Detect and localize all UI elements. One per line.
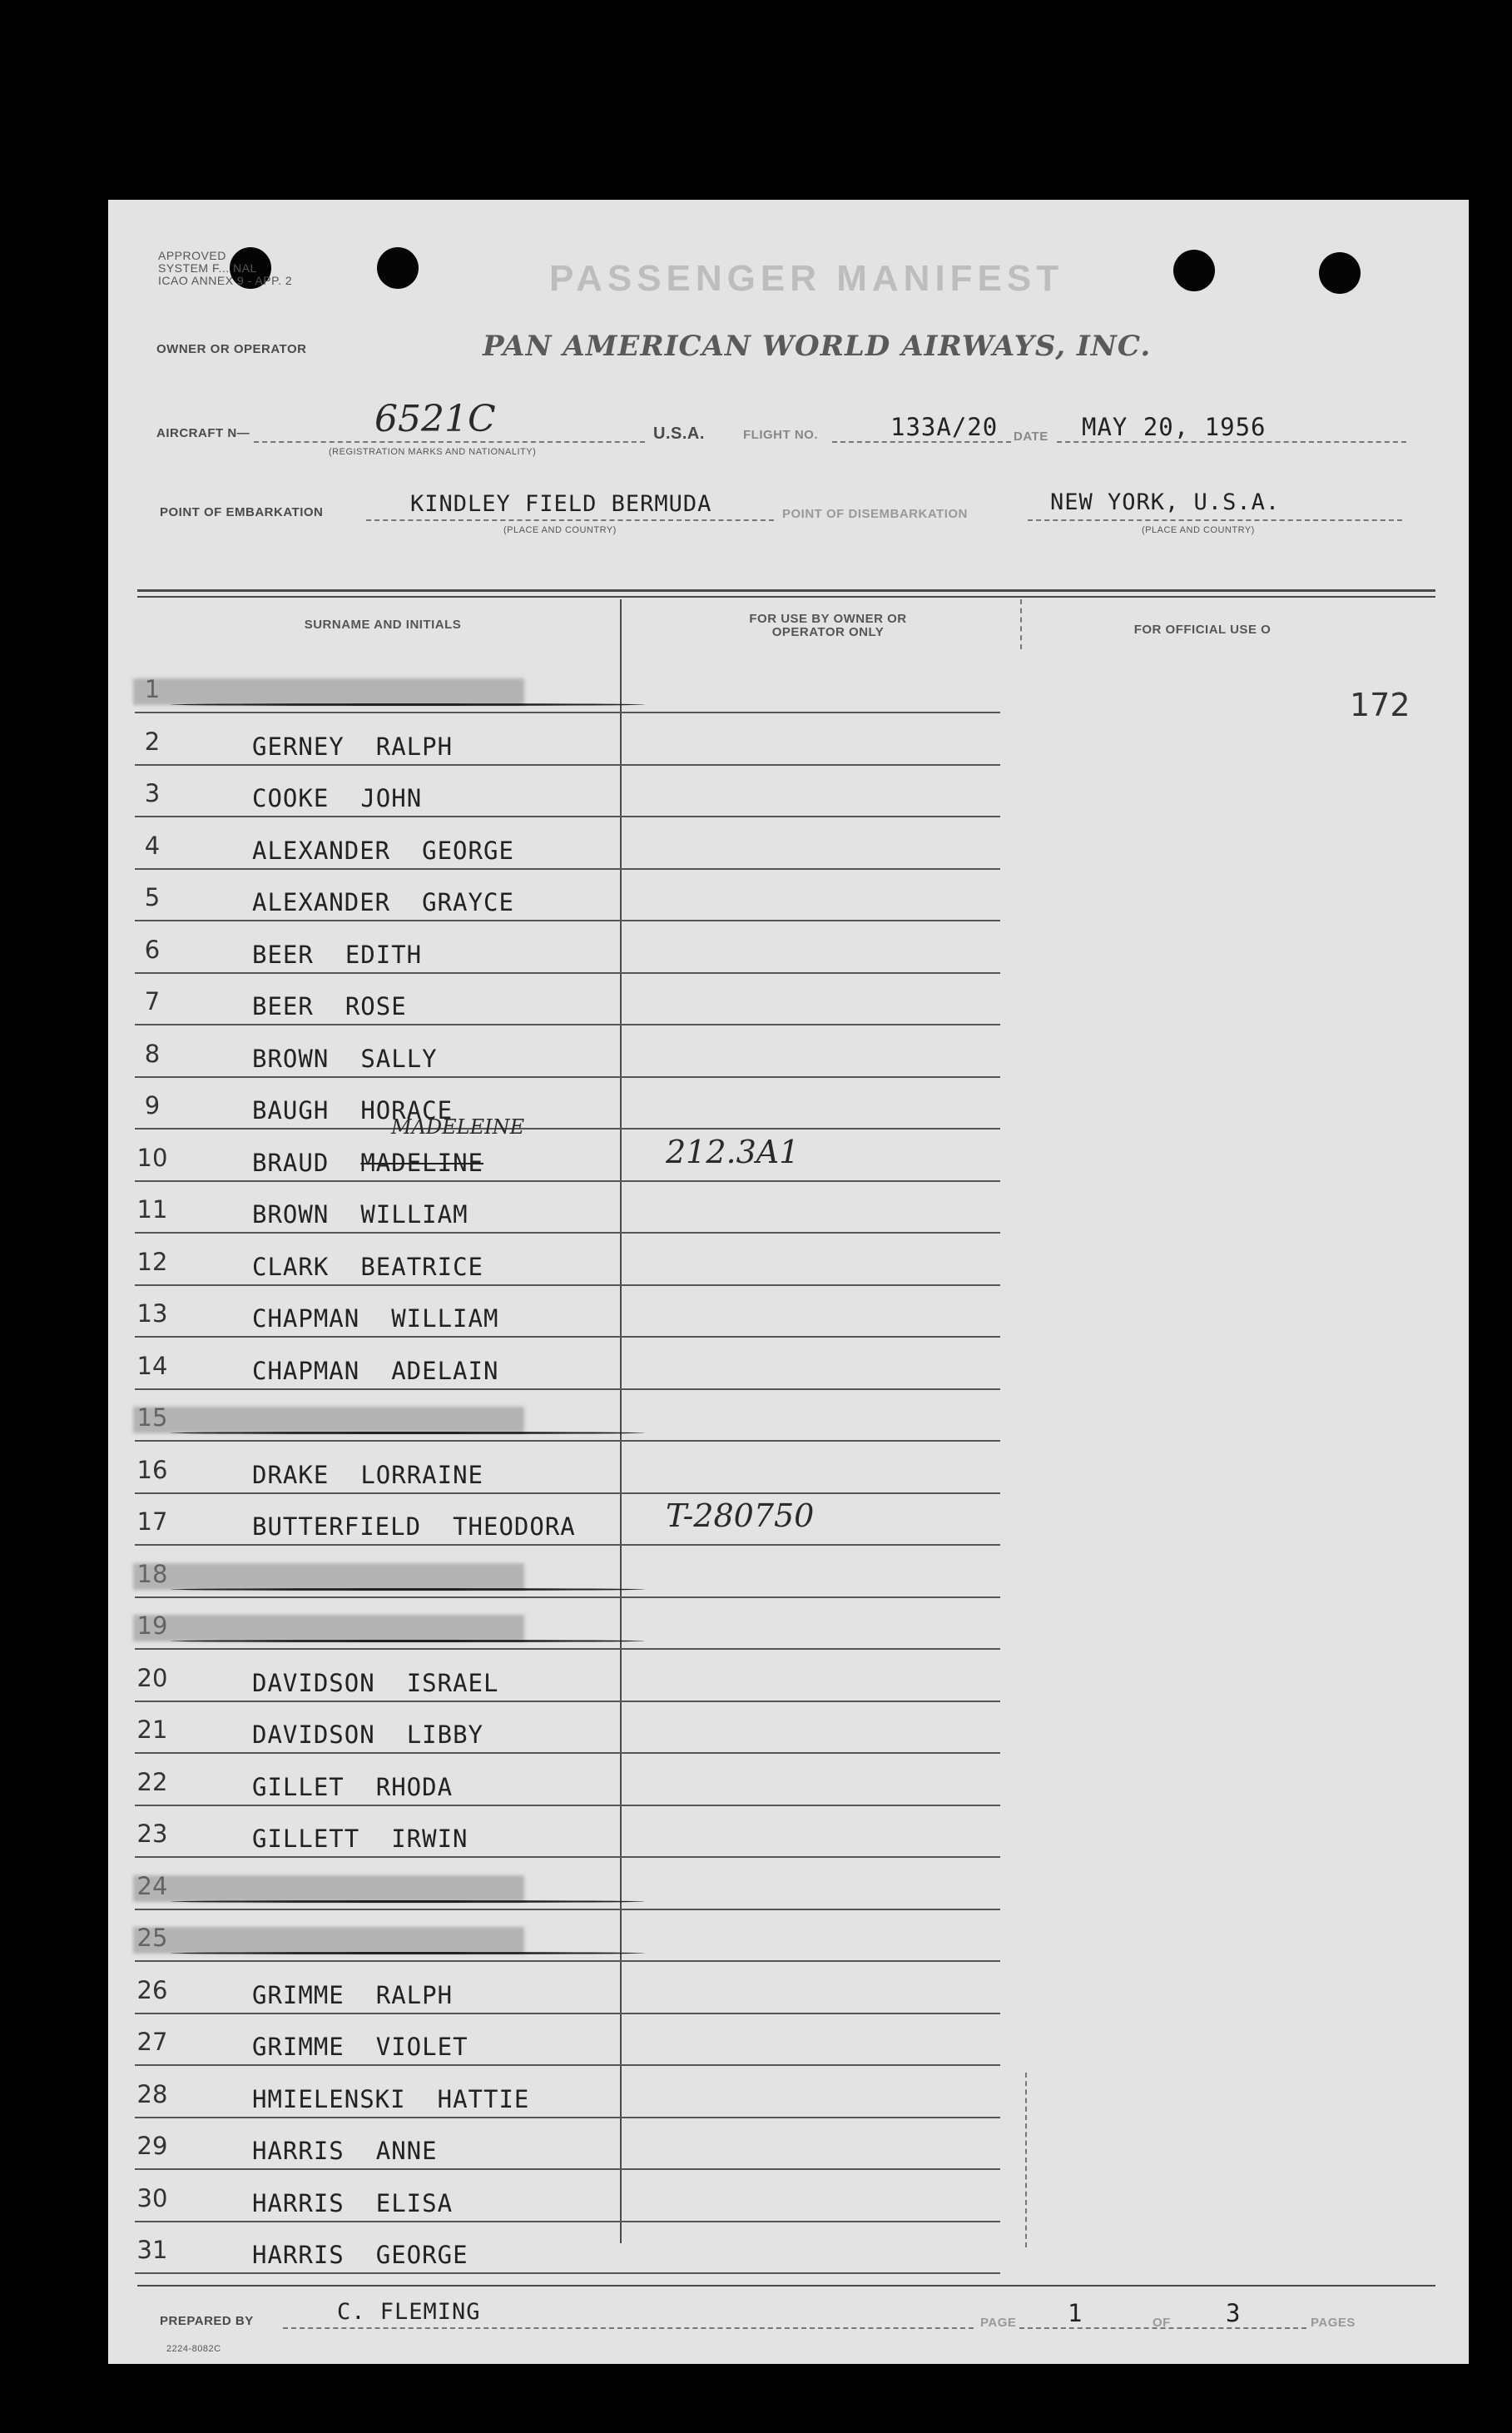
row-rule — [135, 920, 1000, 921]
aircraft-label: AIRCRAFT N— — [156, 426, 250, 440]
passenger-surname: GILLETT — [252, 1825, 360, 1853]
handwritten-correction: MADELEINE — [391, 1115, 525, 1139]
passenger-surname: ALEXANDER — [252, 836, 391, 865]
passenger-given-name: IRWIN — [391, 1825, 468, 1853]
row-rule — [135, 1388, 1000, 1390]
strike-through-line — [171, 1952, 645, 1954]
row-rule — [135, 1024, 1000, 1025]
passenger-name — [252, 1200, 468, 1229]
row-number: 16 — [136, 1455, 168, 1484]
column-divider-1 — [620, 599, 622, 2243]
row-rule — [135, 1232, 1000, 1234]
table-top-rule — [137, 589, 1435, 592]
passenger-given-name: EDITH — [345, 940, 423, 969]
passenger-given-name: JOHN — [360, 784, 423, 812]
embark-underline — [366, 519, 774, 521]
row-number: 8 — [144, 1039, 161, 1068]
punch-hole-3 — [1173, 250, 1215, 291]
of-value: 3 — [1226, 2299, 1242, 2327]
row-rule — [135, 2221, 1000, 2222]
passenger-given-name: ELISA — [375, 2188, 454, 2217]
row-rule — [135, 1544, 1000, 1546]
strike-through-line — [171, 1900, 645, 1903]
passenger-surname: BUTTERFIELD — [252, 1512, 422, 1541]
row-rule — [135, 1856, 1000, 1858]
passenger-surname: GILLET — [252, 1772, 345, 1801]
strike-through-line — [171, 1432, 645, 1434]
row-rule — [135, 2117, 1000, 2118]
passenger-name — [252, 888, 514, 916]
passenger-name — [252, 2189, 453, 2217]
footer-rule — [137, 2285, 1435, 2287]
row-rule — [135, 1909, 1000, 1910]
row-number: 13 — [136, 1299, 168, 1328]
passenger-surname: BROWN — [252, 1200, 330, 1229]
passenger-name — [252, 1045, 438, 1073]
flight-underline — [832, 441, 1011, 443]
pages-label: PAGES — [1311, 2316, 1356, 2330]
aircraft-underline — [254, 441, 645, 443]
row-rule — [135, 2168, 1000, 2170]
passenger-name — [252, 2241, 468, 2269]
row-number: 3 — [144, 779, 161, 807]
passenger-surname: ALEXANDER — [252, 888, 391, 916]
row-rule — [135, 2064, 1000, 2066]
passenger-given-name: ISRAEL — [406, 1668, 499, 1697]
disembark-underline — [1028, 519, 1402, 521]
row-number: 29 — [136, 2132, 168, 2160]
column-header-official: FOR OFFICIAL USE O — [1133, 623, 1272, 637]
row-rule — [135, 972, 1000, 974]
passenger-surname: HARRIS — [252, 2188, 345, 2217]
row-number: 27 — [136, 2028, 168, 2056]
column-header-surname: SURNAME AND INITIALS — [304, 618, 462, 632]
row-number: 17 — [136, 1507, 168, 1536]
passenger-given-name: ROSE — [345, 992, 407, 1020]
row-number: 4 — [144, 831, 161, 860]
row-rule — [135, 764, 1000, 766]
passenger-given-name: HORACE — [360, 1096, 454, 1125]
passenger-surname: BEER — [252, 940, 314, 969]
owner-note: T-280750 — [666, 1497, 815, 1534]
row-number: 20 — [136, 1663, 168, 1692]
passenger-surname: DRAKE — [252, 1460, 330, 1489]
passenger-name — [252, 732, 453, 761]
approval-line-1: APPROVED — [158, 249, 226, 262]
passenger-name — [252, 837, 514, 865]
prepared-underline — [283, 2327, 974, 2329]
row-rule — [135, 1492, 1000, 1494]
row-rule — [135, 1336, 1000, 1338]
passenger-given-name: SALLY — [360, 1044, 438, 1073]
passenger-given-name: ANNE — [375, 2137, 438, 2165]
row-rule — [135, 1596, 1000, 1598]
row-number: 10 — [136, 1143, 168, 1172]
row-rule — [135, 712, 1000, 713]
passenger-surname: COOKE — [252, 784, 330, 812]
redacted-entry — [133, 1615, 524, 1641]
disembark-label: POINT OF DISEMBARKATION — [782, 507, 968, 521]
row-number: 7 — [144, 987, 161, 1015]
row-rule — [135, 1076, 1000, 1078]
column-divider-3 — [1025, 2073, 1027, 2247]
embark-caption: (PLACE AND COUNTRY) — [503, 525, 617, 535]
row-number: 11 — [136, 1195, 168, 1224]
row-rule — [135, 1701, 1000, 1702]
passenger-name — [252, 1512, 576, 1541]
column-header-owner: FOR USE BY OWNER OR OPERATOR ONLY — [749, 612, 907, 639]
passenger-surname: CLARK — [252, 1252, 330, 1281]
passenger-name — [252, 1357, 498, 1385]
passenger-given-name: RHODA — [375, 1772, 454, 1801]
table-top-rule-2 — [137, 596, 1435, 598]
row-number: 22 — [136, 1767, 168, 1796]
passenger-name — [252, 941, 422, 969]
of-label: OF — [1153, 2316, 1171, 2330]
passenger-name — [252, 2085, 529, 2113]
passenger-surname: BEER — [252, 992, 314, 1020]
passenger-given-name: GRAYCE — [422, 888, 514, 916]
passenger-surname: BRAUD — [252, 1148, 330, 1177]
prepared-label: PREPARED BY — [160, 2314, 254, 2328]
passenger-surname: HMIELENSKI — [252, 2084, 406, 2113]
passenger-name — [252, 1720, 483, 1749]
passenger-name — [252, 1669, 498, 1697]
disembark-value: NEW YORK, U.S.A. — [1050, 489, 1281, 515]
passenger-name — [252, 2033, 468, 2061]
embark-value: KINDLEY FIELD BERMUDA — [410, 491, 712, 517]
row-number: 21 — [136, 1716, 168, 1744]
strike-through-line — [171, 1640, 645, 1642]
passenger-surname: GERNEY — [252, 732, 345, 761]
nationality: U.S.A. — [653, 425, 705, 443]
passenger-surname: DAVIDSON — [252, 1668, 375, 1697]
row-number: 9 — [144, 1091, 161, 1120]
passenger-given-name: RALPH — [375, 1980, 454, 2009]
passenger-given-name: THEODORA — [453, 1512, 576, 1541]
manifest-title: PASSENGER MANIFEST — [549, 258, 1064, 299]
flight-value: 133A/20 — [890, 413, 999, 441]
passenger-surname: GRIMME — [252, 2033, 345, 2061]
form-code: 2224-8082C — [166, 2344, 221, 2354]
passenger-name — [252, 1253, 483, 1281]
row-number: 26 — [136, 1975, 168, 2004]
redacted-entry — [133, 1563, 524, 1590]
redacted-entry — [133, 678, 524, 705]
row-number: 2 — [144, 727, 161, 756]
passenger-name — [252, 1825, 468, 1853]
passenger-given-name: VIOLET — [375, 2033, 468, 2061]
owner-value: PAN AMERICAN WORLD AIRWAYS, INC. — [483, 330, 1152, 363]
date-underline — [1057, 441, 1406, 443]
passenger-surname: BAUGH — [252, 1096, 330, 1125]
row-rule — [135, 1180, 1000, 1182]
disembark-caption: (PLACE AND COUNTRY) — [1142, 525, 1255, 535]
passenger-given-name: WILLIAM — [360, 1200, 468, 1229]
page-underline — [1019, 2327, 1306, 2329]
owner-label: OWNER OR OPERATOR — [156, 342, 307, 356]
row-rule — [135, 2272, 1000, 2274]
passenger-given-name: MADELINE — [360, 1148, 483, 1177]
passenger-surname: BROWN — [252, 1044, 330, 1073]
row-rule — [135, 1960, 1000, 1962]
redacted-entry — [133, 1927, 524, 1954]
passenger-name — [252, 2137, 438, 2165]
row-number: 6 — [144, 935, 161, 964]
owner-note: 212.3A1 — [666, 1133, 800, 1170]
row-number: 28 — [136, 2079, 168, 2108]
punch-hole-2 — [377, 247, 419, 289]
date-label: DATE — [1014, 429, 1048, 444]
row-rule — [135, 1128, 1000, 1130]
approval-line-3: ICAO ANNEX 9 - APP. 2 — [158, 274, 293, 287]
row-number: 30 — [136, 2183, 168, 2212]
strike-through-line — [171, 703, 645, 706]
row-rule — [135, 1440, 1000, 1442]
passenger-surname: CHAPMAN — [252, 1304, 360, 1333]
punch-hole-4 — [1319, 252, 1361, 294]
row-number: 14 — [136, 1351, 168, 1380]
row-number: 12 — [136, 1247, 168, 1276]
passenger-surname: HARRIS — [252, 2137, 345, 2165]
passenger-surname: DAVIDSON — [252, 1720, 375, 1749]
row-rule — [135, 816, 1000, 817]
row-number: 23 — [136, 1820, 168, 1848]
passenger-given-name: LIBBY — [406, 1720, 483, 1749]
embark-label: POINT OF EMBARKATION — [160, 505, 324, 519]
redacted-entry — [133, 1875, 524, 1902]
row-rule — [135, 868, 1000, 870]
passenger-name — [252, 784, 422, 812]
column-divider-2 — [1020, 599, 1022, 649]
passenger-surname: HARRIS — [252, 2241, 345, 2269]
aircraft-caption: (REGISTRATION MARKS AND NATIONALITY) — [329, 447, 537, 457]
passenger-given-name: BEATRICE — [360, 1252, 483, 1281]
page-label: PAGE — [980, 2316, 1017, 2330]
margin-number: 172 — [1350, 687, 1410, 723]
approval-note — [158, 250, 292, 287]
passenger-given-name: GEORGE — [375, 2241, 468, 2269]
page-value: 1 — [1068, 2299, 1083, 2327]
redacted-entry — [133, 1407, 524, 1433]
passenger-given-name: RALPH — [375, 732, 454, 761]
prepared-value: C. FLEMING — [337, 2299, 481, 2325]
passenger-given-name: WILLIAM — [391, 1304, 499, 1333]
row-number: 31 — [136, 2236, 168, 2264]
aircraft-value: 6521C — [374, 398, 496, 440]
passenger-given-name: GEORGE — [422, 836, 514, 865]
passenger-surname: GRIMME — [252, 1980, 345, 2009]
passenger-name — [252, 1461, 483, 1489]
passenger-given-name: HATTIE — [437, 2084, 530, 2113]
row-rule — [135, 1284, 1000, 1286]
approval-line-2: SYSTEM F... NAL — [158, 261, 257, 275]
passenger-name — [252, 1773, 453, 1801]
row-rule — [135, 1805, 1000, 1806]
row-rule — [135, 1752, 1000, 1754]
passenger-name — [252, 992, 407, 1020]
passenger-given-name: ADELAIN — [391, 1356, 499, 1385]
passenger-name — [252, 1304, 498, 1333]
passenger-given-name: LORRAINE — [360, 1460, 483, 1489]
row-rule — [135, 1648, 1000, 1650]
row-rule — [135, 2013, 1000, 2014]
passenger-surname: CHAPMAN — [252, 1356, 360, 1385]
row-number: 5 — [144, 883, 161, 911]
date-value: MAY 20, 1956 — [1082, 413, 1267, 441]
flight-label: FLIGHT NO. — [743, 428, 818, 442]
strike-through-line — [171, 1588, 645, 1591]
passenger-name — [252, 1981, 453, 2009]
passenger-name — [252, 1149, 483, 1177]
